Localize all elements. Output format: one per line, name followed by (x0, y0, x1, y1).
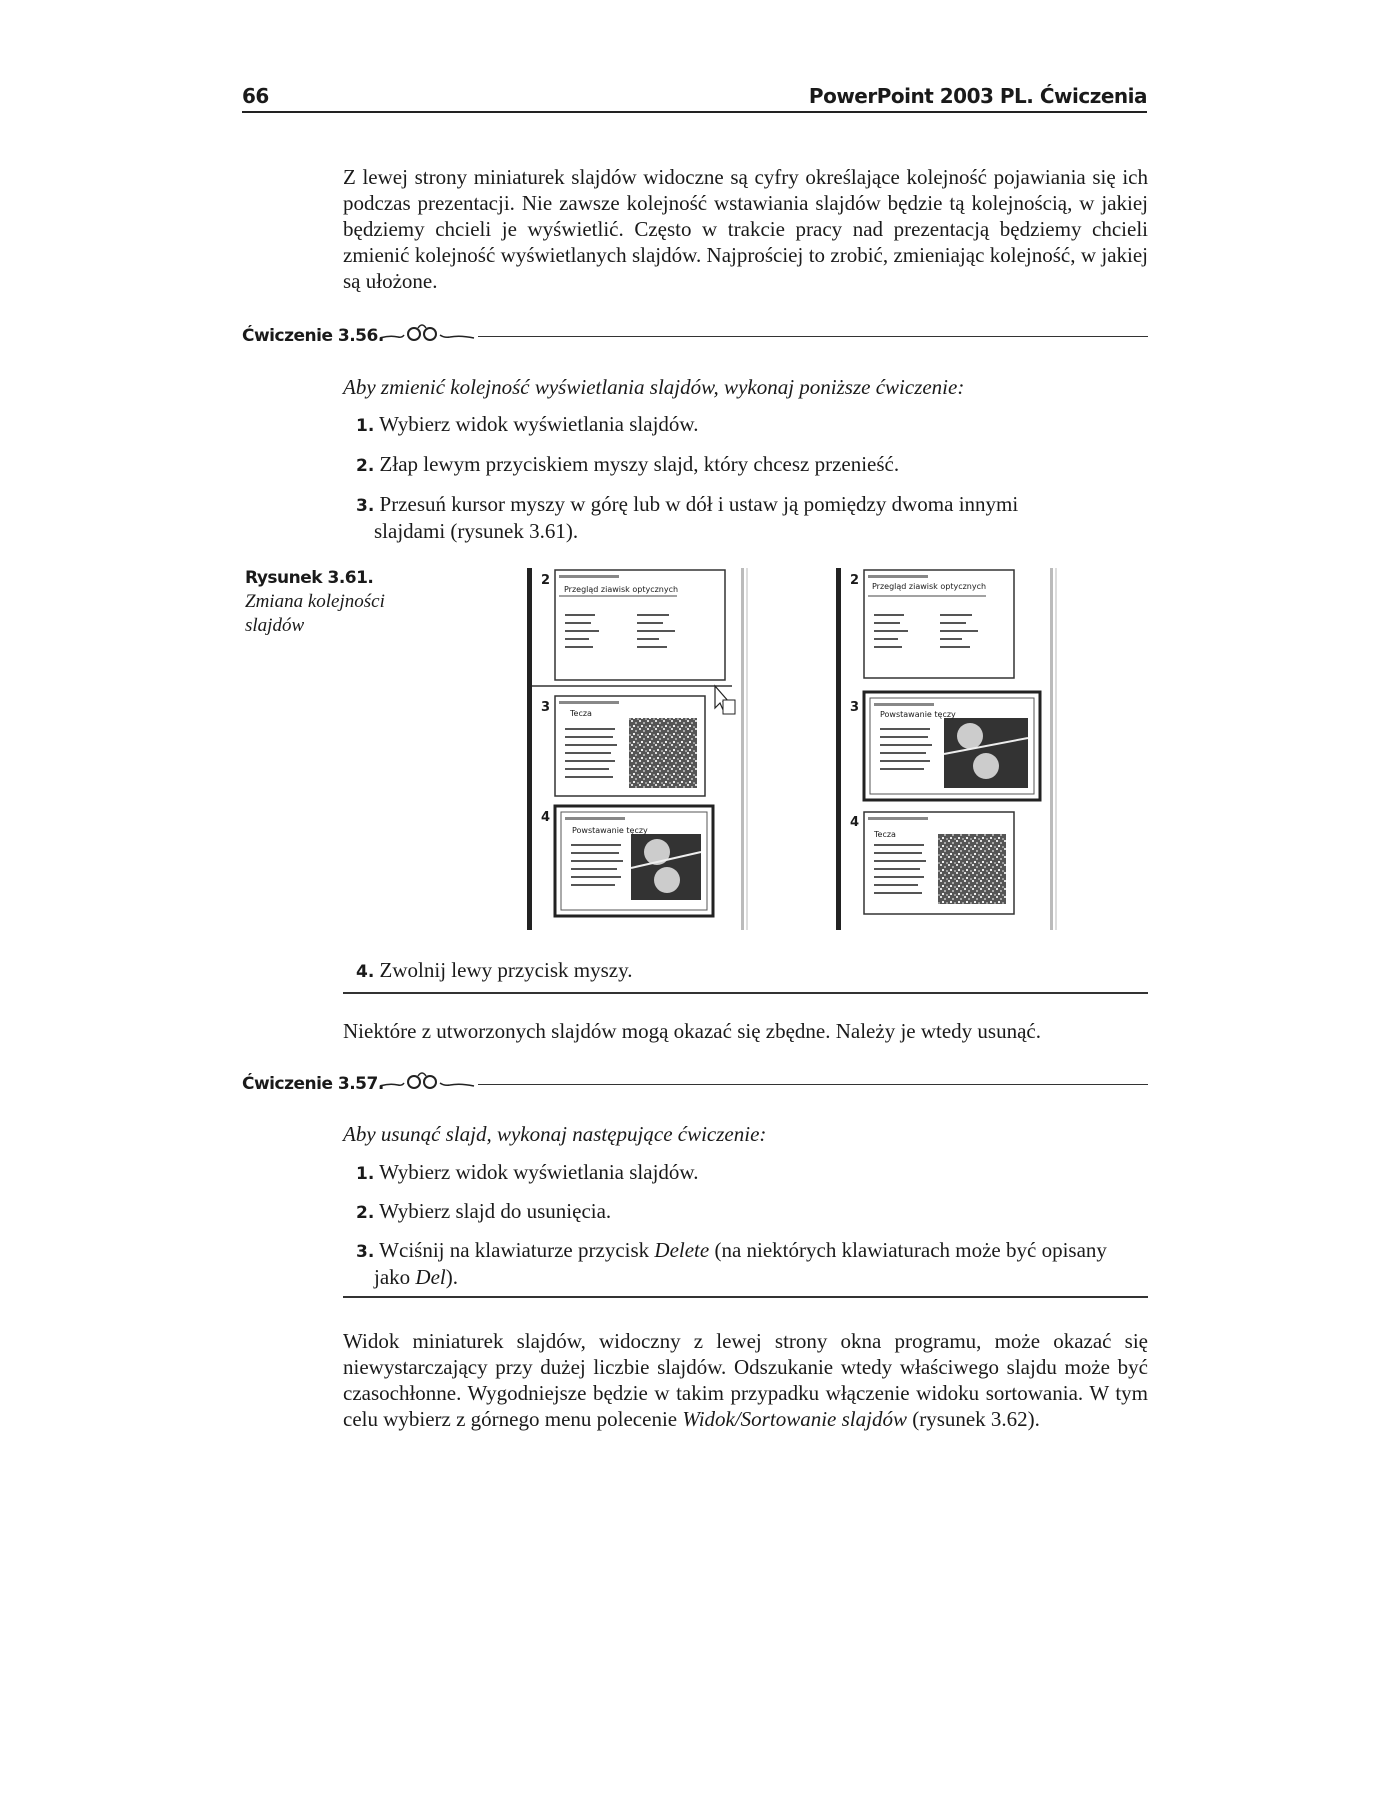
exercise-356-step (356, 492, 1094, 544)
step-number: 3. (356, 496, 375, 516)
slide-number: 3 (541, 700, 551, 715)
slide-number: 2 (850, 573, 860, 588)
slide-title: Tecza (874, 830, 896, 839)
slide-title: Powstawanie tęczy (880, 710, 956, 719)
header-rule (242, 111, 1147, 113)
slide-number: 4 (850, 815, 860, 830)
exercise-356-intro: Aby zmienić kolejność wyświetlania slajdów, wykonaj poniższe ćwiczenie: (343, 375, 965, 399)
sorter-paragraph (343, 1328, 1148, 1432)
figure-left-panel (527, 568, 752, 930)
step-number: 2. (356, 456, 375, 476)
step-text: Przesuń kursor myszy w górę lub w dół i ustaw ją pomiędzy dwoma innymi slajdami (rysunek 3.61). (374, 492, 1019, 543)
step-number: 4. (356, 962, 375, 982)
page-number: 66 (242, 84, 269, 108)
exercise-357-end-rule (343, 1296, 1148, 1298)
exercise-356-step (356, 452, 1116, 479)
slide-number: 4 (541, 810, 551, 825)
exercise-356-step (356, 412, 1116, 439)
paragraph-text: Widok miniaturek slajdów, widoczny z lewej strony okna programu, może okazać się niewystarczający przy dużej liczbie slajdów. Odszukanie wtedy właściwego slajdu może być czasochłonne. Wygodniejsze będzie w takim przypadku włączenie widoku sortowania. W tym celu wybierz z górnego menu polecenie (343, 1329, 1148, 1431)
delete-intro-paragraph: Niektóre z utworzonych slajdów mogą okazać się zbędne. Należy je wtedy usunąć. (343, 1019, 1041, 1043)
step-text: Wciśnij na klawiaturze przycisk (379, 1238, 655, 1262)
slide-title: Powstawanie tęczy (572, 826, 648, 835)
figure-right-panel (836, 568, 1061, 930)
step-text: ). (445, 1265, 458, 1289)
step-number: 3. (356, 1242, 375, 1262)
step-text: Wybierz widok wyświetlania slajdów. (379, 412, 699, 436)
slide-number: 3 (850, 700, 860, 715)
exercise-356-step (356, 958, 1116, 985)
key-name: Delete (654, 1238, 710, 1262)
step-number: 1. (356, 1164, 375, 1184)
exercise-356-rule (478, 336, 1148, 337)
step-text: (na niektórych klawiaturach może być opisany jako (374, 1238, 1107, 1289)
step-number: 2. (356, 1203, 375, 1223)
step-text: Złap lewym przyciskiem myszy slajd, który chcesz przenieść. (379, 452, 900, 476)
exercise-357-intro: Aby usunąć slajd, wykonaj następujące ćwiczenie: (343, 1122, 767, 1146)
intro-paragraph: Z lewej strony miniaturek slajdów widoczne są cyfry określające kolejność pojawiania się ich podczas prezentacji. Nie zawsze kolejność wstawiania slajdów będzie tą kolejnością, w jakiej będziemy chcieli je wyświetlić. Często w trakcie pracy nad prezentacją będziemy chcieli zmienić kolejność wyświetlanych slajdów. Najprościej to zrobić, zmieniając kolejność, w jakiej są ułożone. (343, 165, 1148, 293)
slide-number: 2 (541, 573, 551, 588)
paragraph-text: (rysunek 3.62). (906, 1407, 1040, 1431)
exercise-357-title: Ćwiczenie 3.57. (242, 1074, 384, 1094)
key-name: Del (415, 1265, 446, 1289)
step-text: Wybierz slajd do usunięcia. (379, 1199, 612, 1223)
slide-title: Przegląd ziawisk optycznych (564, 585, 679, 594)
slide-title: Przegląd ziawisk optycznych (872, 582, 987, 591)
exercise-357-rule (478, 1084, 1148, 1085)
ornament-icon (378, 322, 476, 344)
step-text: Zwolnij lewy przycisk myszy. (379, 958, 633, 982)
exercise-357-step (356, 1160, 1116, 1187)
figure-label: Rysunek 3.61. (245, 568, 374, 588)
exercise-356-title: Ćwiczenie 3.56. (242, 326, 384, 346)
step-text: Wybierz widok wyświetlania slajdów. (379, 1160, 699, 1184)
slide-title: Tecza (570, 709, 592, 718)
exercise-357-step (356, 1238, 1114, 1290)
ornament-icon (378, 1070, 476, 1092)
exercise-357-step (356, 1199, 1116, 1226)
menu-path: Widok/Sortowanie slajdów (682, 1407, 907, 1431)
exercise-356-end-rule (343, 992, 1148, 994)
figure-caption: Zmiana kolejności slajdów (245, 591, 385, 636)
book-title: PowerPoint 2003 PL. Ćwiczenia (808, 84, 1147, 108)
step-number: 1. (356, 416, 375, 436)
